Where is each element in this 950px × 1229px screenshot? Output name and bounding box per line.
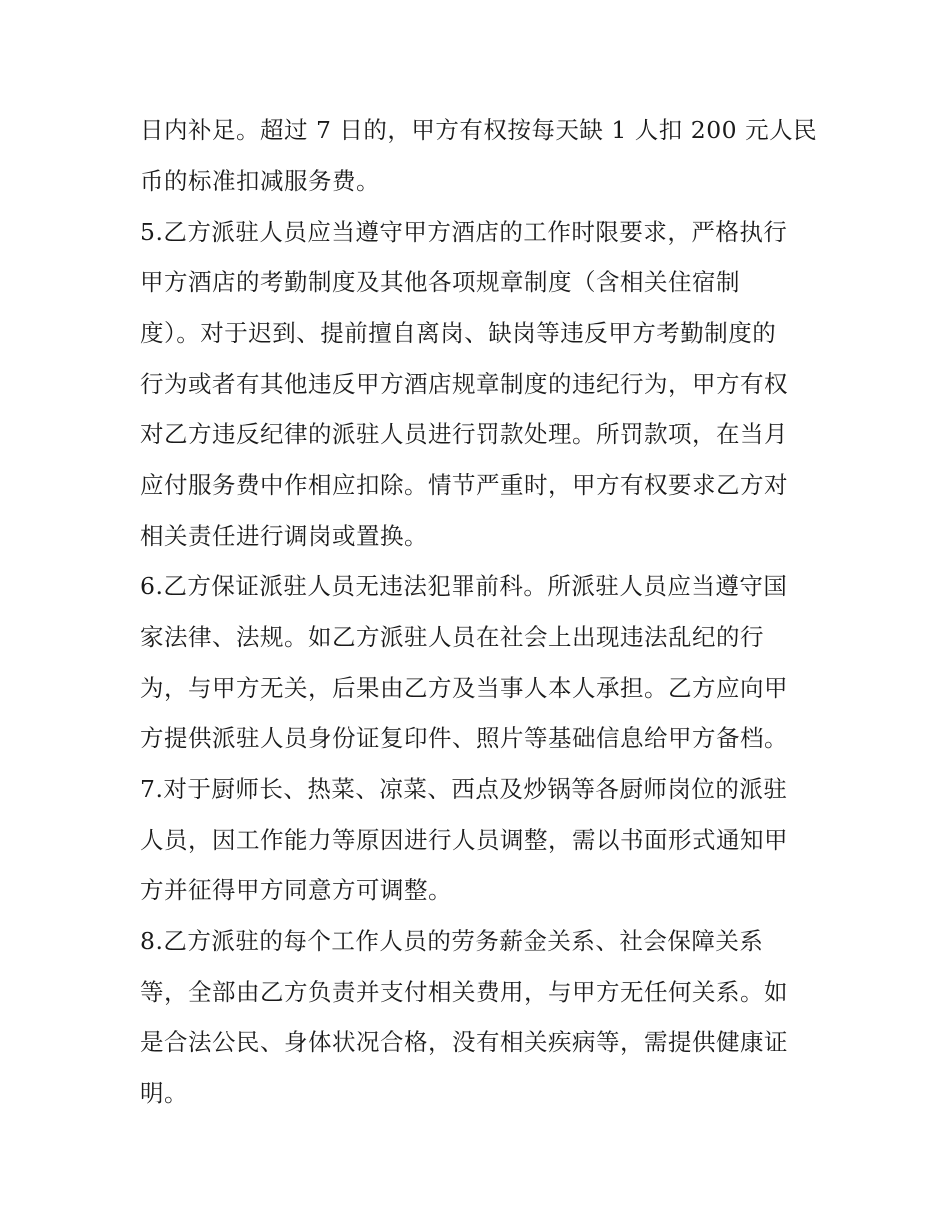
text-line: 6.乙方保证派驻人员无违法犯罪前科。所派驻人员应当遵守国 — [140, 572, 788, 600]
text-line: 相关责任进行调岗或置换。 — [140, 522, 428, 550]
text-line: 行为或者有其他违反甲方酒店规章制度的违纪行为，甲方有权 — [140, 370, 788, 398]
text-line: 明。 — [140, 1079, 188, 1107]
text-line: 5.乙方派驻人员应当遵守甲方酒店的工作时限要求，严格执行 — [140, 218, 788, 246]
text-line: 度）。对于迟到、提前擅自离岗、缺岗等违反甲方考勤制度的 — [140, 319, 777, 347]
text-line: 为，与甲方无关，后果由乙方及当事人本人承担。乙方应向甲 — [140, 674, 788, 702]
text-line: 对乙方违反纪律的派驻人员进行罚款处理。所罚款项，在当月 — [140, 420, 788, 448]
text-line: 人员，因工作能力等原因进行人员调整，需以书面形式通知甲 — [140, 826, 788, 854]
text-line: 8.乙方派驻的每个工作人员的劳务薪金关系、社会保障关系 — [140, 927, 764, 955]
text-line: 方提供派驻人员身份证复印件、照片等基础信息给甲方备档。 — [140, 724, 788, 752]
text-line: 是合法公民、身体状况合格，没有相关疾病等，需提供健康证 — [140, 1028, 788, 1056]
text-line: 方并征得甲方同意方可调整。 — [140, 876, 452, 904]
text-line: 等，全部由乙方负责并支付相关费用，与甲方无任何关系。如 — [140, 978, 788, 1006]
text-line: 币的标准扣减服务费。 — [140, 167, 380, 195]
text-line: 甲方酒店的考勤制度及其他各项规章制度（含相关住宿制 — [140, 268, 740, 296]
text-line: 日内补足。超过 7 日的，甲方有权按每天缺 1 人扣 200 元人民 — [140, 116, 818, 144]
text-line: 家法律、法规。如乙方派驻人员在社会上出现违法乱纪的行 — [140, 623, 764, 651]
text-line: 应付服务费中作相应扣除。情节严重时，甲方有权要求乙方对 — [140, 471, 788, 499]
text-line: 7.对于厨师长、热菜、凉菜、西点及炒锅等各厨师岗位的派驻 — [140, 775, 788, 803]
